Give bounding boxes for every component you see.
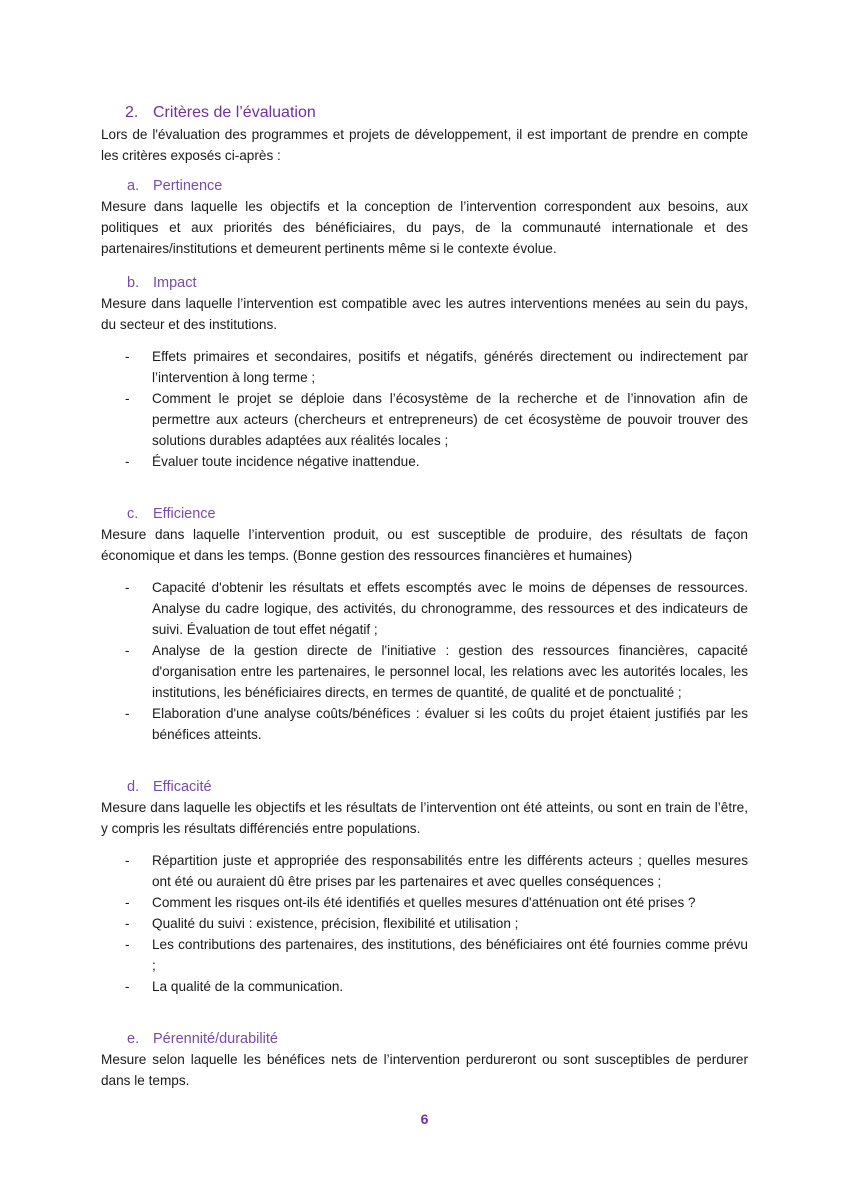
list-item (101, 976, 748, 997)
page-number: 6 (420, 1111, 429, 1127)
section-heading-number: 2. (125, 104, 139, 121)
list-item (101, 892, 748, 913)
subsection-title: Efficacité (153, 779, 212, 795)
bullet-list (101, 346, 748, 472)
subsection-paragraph: Mesure dans laquelle l’intervention produit, ou est susceptible de produire, des résultats de façon économique et dans les temps. (Bonne gestion des ressources financières et humaines) (101, 527, 748, 563)
list-item (101, 640, 748, 703)
list-item (101, 451, 748, 472)
bullet-dash: - (125, 979, 130, 994)
subsection-paragraph: Mesure dans laquelle les objectifs et la conception de l’intervention correspondent aux besoins, aux politiques et aux priorités des bénéficiaires, du pays, de la communauté internationale et des partenaires/institutions et demeurent pertinents même si le contexte évolue. (101, 199, 748, 256)
section-heading-title: Critères de l’évaluation (153, 104, 316, 121)
subsection-title: Efficience (153, 506, 216, 522)
list-item (101, 346, 748, 388)
list-item-text: Elaboration d'une analyse coûts/bénéfices : évaluer si les coûts du projet étaient justifiés par les bénéfices atteints. (152, 706, 748, 742)
list-item-text: La qualité de la communication. (152, 979, 344, 994)
bullet-dash: - (125, 580, 130, 595)
list-item-text: Analyse de la gestion directe de l'initiative : gestion des ressources financières, capacité d'organisation entre les partenaires, le personnel local, les relations avec les autorités locales, les institutions, les bénéficiaires directs, en termes de quantité, de qualité et de ponctualité ; (152, 643, 748, 700)
bullet-dash: - (125, 454, 130, 469)
subsection-letter: a. (127, 178, 140, 194)
subsection-letter: b. (127, 275, 140, 291)
section-spacer (101, 259, 748, 263)
subsection-heading (101, 176, 748, 196)
list-item-text: Qualité du suivi : existence, précision, flexibilité et utilisation ; (152, 916, 519, 931)
section-spacer (101, 997, 748, 1019)
subsection-paragraph: Mesure selon laquelle les bénéfices nets de l’intervention perdureront ou sont susceptibles de perdurer dans le temps. (101, 1052, 748, 1088)
list-item-text: Évaluer toute incidence négative inattendue. (152, 454, 420, 469)
section-spacer (101, 1091, 748, 1095)
list-item (101, 850, 748, 892)
section-spacer (101, 472, 748, 494)
subsection-paragraph: Mesure dans laquelle les objectifs et les résultats de l’intervention ont été atteints, ou sont en train de l’être, y compris les résultats différenciés entre populations. (101, 800, 748, 836)
bullet-dash: - (125, 391, 130, 406)
bullet-list (101, 577, 748, 745)
subsection-heading (101, 273, 748, 293)
section-heading (101, 102, 748, 124)
criteria-sections (101, 176, 748, 1095)
subsection-title: Pertinence (153, 178, 223, 194)
list-item-text: Comment le projet se déploie dans l’écosystème de la recherche et de l’innovation afin de permettre aux acteurs (chercheurs et entrepreneurs) de cet écosystème de pouvoir trouver des solutions durables adaptées aux réalités locales ; (152, 391, 748, 448)
list-item (101, 913, 748, 934)
bullet-dash: - (125, 937, 130, 952)
subsection-title: Pérennité/durabilité (153, 1031, 278, 1047)
bullet-dash: - (125, 853, 130, 868)
list-item (101, 703, 748, 745)
list-item-text: Comment les risques ont-ils été identifiés et quelles mesures d'atténuation ont été prises ? (152, 895, 696, 910)
list-item (101, 934, 748, 976)
subsection-paragraph: Mesure dans laquelle l’intervention est compatible avec les autres interventions menées au sein du pays, du secteur et des institutions. (101, 296, 748, 332)
subsection-heading (101, 777, 748, 797)
subsection-letter: e. (127, 1031, 140, 1047)
subsection-title: Impact (153, 275, 197, 291)
list-item (101, 577, 748, 640)
bullet-list (101, 850, 748, 997)
bullet-dash: - (125, 895, 130, 910)
list-item-text: Répartition juste et appropriée des responsabilités entre les différents acteurs ; quelles mesures ont été ou auraient dû être prises par les partenaires et avec quelles conséquences ; (152, 853, 748, 889)
list-item-text: Les contributions des partenaires, des institutions, des bénéficiaires ont été fournies comme prévu ; (152, 937, 748, 973)
list-item-text: Effets primaires et secondaires, positifs et négatifs, générés directement ou indirectement par l’intervention à long terme ; (152, 349, 748, 385)
subsection-letter: d. (127, 779, 140, 795)
bullet-dash: - (125, 916, 130, 931)
subsection-heading (101, 1029, 748, 1049)
intro-paragraph: Lors de l'évaluation des programmes et projets de développement, il est important de prendre en compte les critères exposés ci-après : (101, 127, 748, 163)
bullet-dash: - (125, 643, 130, 658)
section-spacer (101, 745, 748, 767)
bullet-dash: - (125, 706, 130, 721)
bullet-dash: - (125, 349, 130, 364)
list-item-text: Capacité d'obtenir les résultats et effets escomptés avec le moins de dépenses de ressources. Analyse du cadre logique, des activités, du chronogramme, des ressources et des indicateurs de suivi. Évaluation de tout effet négatif ; (152, 580, 748, 637)
subsection-heading (101, 504, 748, 524)
page-content (101, 102, 748, 1095)
subsection-letter: c. (127, 506, 139, 522)
list-item (101, 388, 748, 451)
